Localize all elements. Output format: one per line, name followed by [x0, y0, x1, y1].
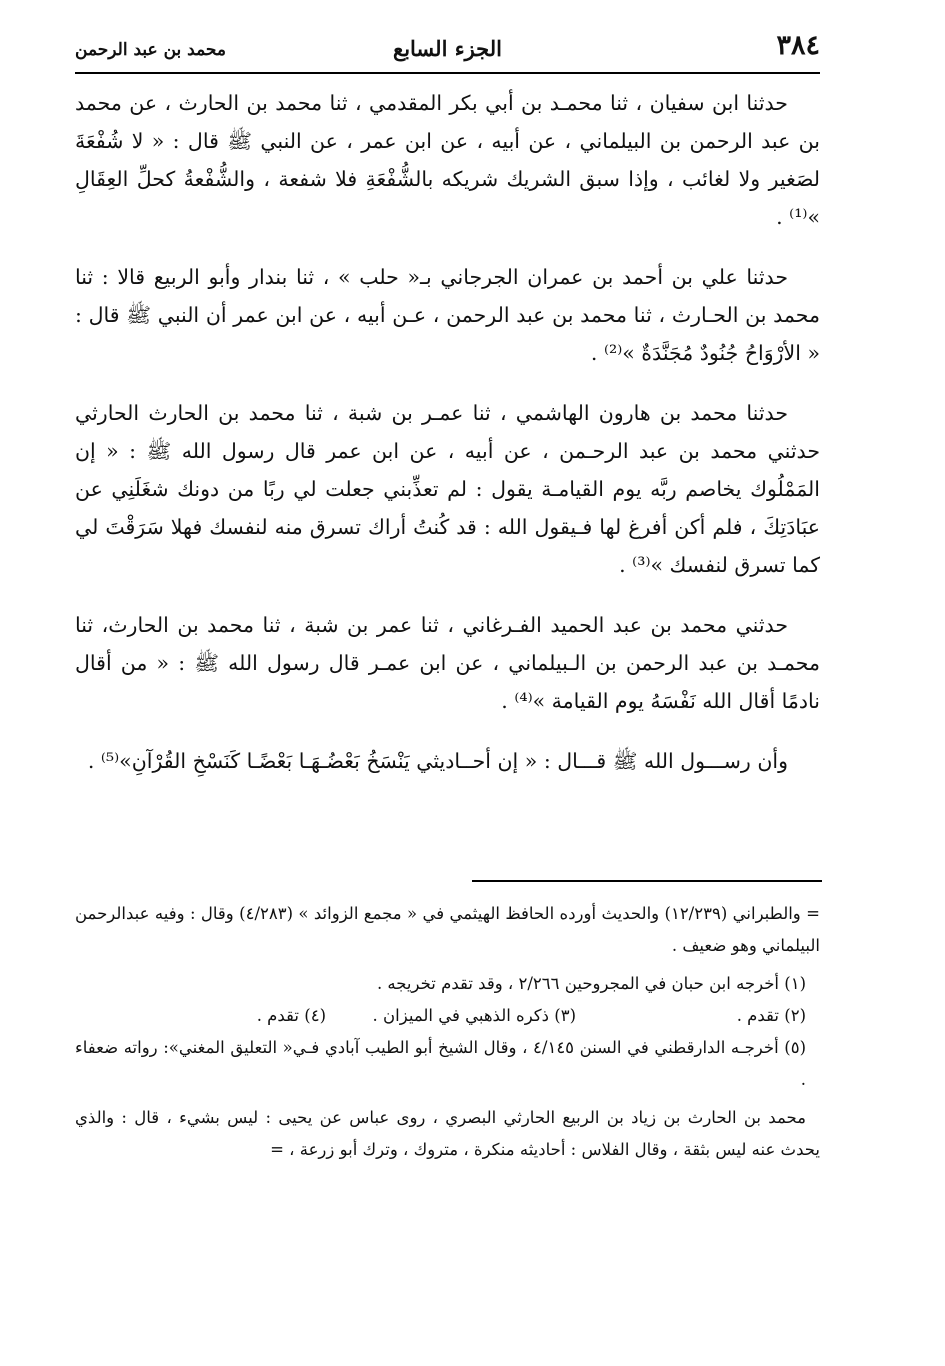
- page-number: ٣٨٤: [776, 30, 820, 61]
- footnote-2: (٢) تقدم .: [736, 1006, 806, 1025]
- part-title: الجزء السابع: [393, 36, 502, 61]
- footnote-1: (١) أخرجه ابن حبان في المجروحين ٢/٢٦٦ ، وقد تقدم تخريجه .: [376, 974, 806, 993]
- footnote-bio: محمد بن الحارث بن زياد بن الربيع الحارثي البصري ، روى عباس عن يحيى : ليس بشيء ، قال : والذي يحدث عنه ليس بثقة ، وقال الفلاس : أحاديثه منكرة ، متروك ، وترك أبو زرعة ، =: [75, 1108, 820, 1159]
- footnotes: [75, 898, 820, 1166]
- header-rule: [75, 72, 820, 74]
- footnote-5: (٥) أخرجـه الدارقطني في السنن ٤/١٤٥ ، وقال الشيخ أبو الطيب آبادي فـي« التعليق المغني»: رواته ضعفاء .: [75, 1038, 807, 1089]
- hadith-paragraph: حدثني محمد بن عبد الحميد الفـرغاني ، ثنا عمر بن شبة ، ثنا محمد بن الحارث، ثنا محمـد بن عبد الرحمن بن الـبيلماني ، عن ابن عمـر قال رسول الله ﷺ : « من أقال نادمًا أقال الله نَفْسَهُ يوم القيامة »⁽⁴⁾ .: [75, 613, 820, 713]
- footnote-4: (٤) تقدم .: [256, 1006, 326, 1025]
- footnote-row: [75, 1000, 820, 1032]
- footnote-continuation: = والطبراني (١٢/٢٣٩) والحديث أورده الحافظ الهيثمي في « مجمع الزوائد » (٤/٢٨٣) وقال : وفيه عبدالرحمن البيلماني وهو ضعيف .: [75, 904, 820, 955]
- hadith-paragraph: وأن رســـول الله ﷺ قـــال : « إن أحــاديثي يَنْسَخُ بَعْضُـهَـا بَعْضًـا كَنَسْخِ القُرْآنِ»⁽⁵⁾ .: [87, 749, 788, 773]
- page-header: [75, 30, 820, 74]
- running-title: محمد بن عبد الرحمن: [75, 40, 227, 60]
- hadith-paragraph: حدثنا محمد بن هارون الهاشمي ، ثنا عمـر بن شبة ، ثنا محمد بن الحارث الحارثي حدثني محمد بن عبد الرحـمن ، عن أبيه ، عن ابن عمر قال رسول الله ﷺ : « إن المَمْلُوك يخاصم ربَّه يوم القيامـة يقول : لم تعذِّبني جعلت لي ربًا من دونك شغَلَنِي عن عبَادَتِكَ ، فلم أكن أفرغ لها فـيقول الله : قد كُنتُ أراك تسرق منه لنفسك فهلا سَرَقْتَ لي كما تسرق لنفسك »⁽³⁾ .: [75, 401, 820, 577]
- hadith-paragraph: حدثنا ابن سفيان ، ثنا محمـد بن أبي بكر المقدمي ، ثنا محمد بن الحارث ، عن محمد بن عبد الرحمن بن البيلماني ، عن أبيه ، عن ابن عمر ، عن النبي ﷺ قال : « لا شُفْعَةَ لصَغير ولا لغائب ، وإذا سبق الشريك شريكه بالشُّفْعَةِ فلا شفعة ، والشُّفْعةُ كحلِّ العِقَالِ »⁽¹⁾ .: [75, 91, 820, 229]
- footnote-3: (٣) ذكره الذهبي في الميزان .: [372, 1006, 576, 1025]
- main-text: [75, 84, 820, 802]
- footnote-separator: [472, 880, 822, 882]
- hadith-paragraph: حدثنا علي بن أحمد بن عمران الجرجاني بـ« حلب » ، ثنا بندار وأبو الربيع قالا : ثنا محمد بن الحـارث ، ثنا محمد بن عبد الرحمن ، عـن أبيه ، عن ابن عمر أن النبي ﷺ قال : « الأرْوَاحُ جُنُودٌ مُجَنَّدَةٌ »⁽²⁾ .: [75, 265, 820, 365]
